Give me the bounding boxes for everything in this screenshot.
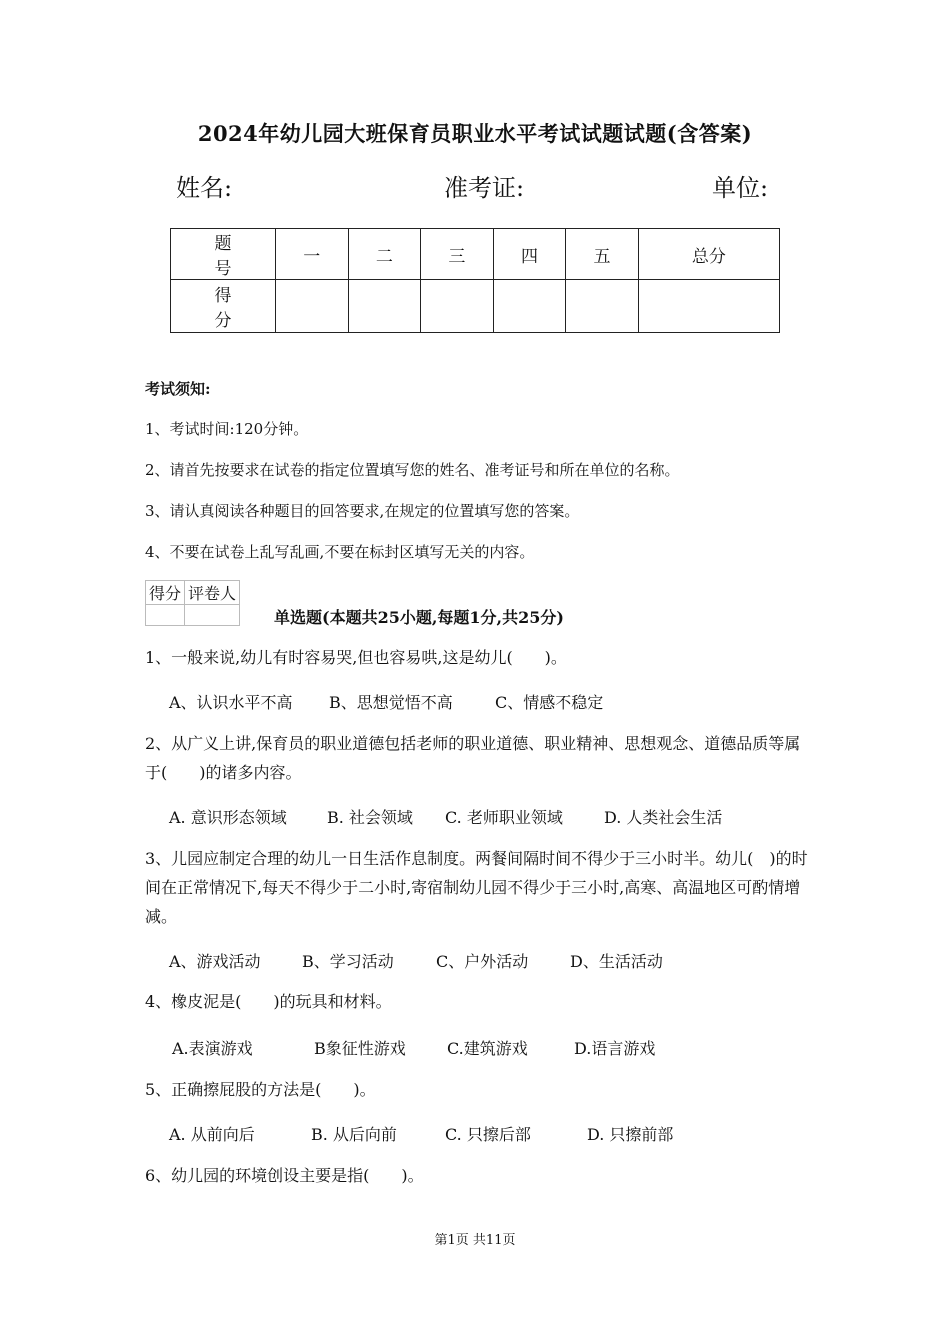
- notice-item: 2、请首先按要求在试卷的指定位置填写您的姓名、准考证号和所在单位的名称。: [145, 461, 680, 479]
- question-text: 4、橡皮泥是( )的玩具和材料。: [145, 992, 392, 1011]
- score-header-cell: 二: [348, 229, 421, 280]
- score-input-cell[interactable]: [276, 280, 349, 333]
- notice-item: 1、考试时间:120分钟。: [145, 420, 309, 438]
- question-text: 5、正确擦屁股的方法是( )。: [145, 1080, 376, 1099]
- score-header-cell: 三: [421, 229, 494, 280]
- question-text: 1、一般来说,幼儿有时容易哭,但也容易哄,这是幼儿( )。: [145, 648, 567, 667]
- score-input-cell[interactable]: [493, 280, 566, 333]
- grader-score-cell[interactable]: [146, 605, 185, 626]
- score-table: [170, 228, 780, 333]
- option[interactable]: C.建筑游戏: [447, 1039, 528, 1058]
- option[interactable]: A、游戏活动: [169, 952, 261, 971]
- score-row-label: 得 分: [171, 280, 276, 333]
- option[interactable]: A. 意识形态领域: [169, 808, 287, 827]
- notice-item: 4、不要在试卷上乱写乱画,不要在标封区填写无关的内容。: [145, 543, 535, 561]
- option[interactable]: D. 只擦前部: [587, 1125, 674, 1144]
- option[interactable]: B. 社会领域: [327, 808, 413, 827]
- score-input-cell[interactable]: [421, 280, 494, 333]
- option[interactable]: D、生活活动: [570, 952, 663, 971]
- option[interactable]: A. 从前向后: [169, 1125, 255, 1144]
- candidate-info-row: [176, 168, 780, 204]
- option[interactable]: B、学习活动: [302, 952, 394, 971]
- grader-name-label: 评卷人: [185, 581, 240, 605]
- notice-item: 3、请认真阅读各种题目的回答要求,在规定的位置填写您的答案。: [145, 502, 580, 520]
- option[interactable]: B象征性游戏: [314, 1039, 406, 1058]
- option[interactable]: A.表演游戏: [172, 1039, 253, 1058]
- notice-heading: 考试须知:: [145, 380, 211, 398]
- score-input-cell[interactable]: [348, 280, 421, 333]
- score-header-cell: 总分: [638, 229, 779, 280]
- score-header-cell: 五: [566, 229, 639, 280]
- score-input-cell[interactable]: [638, 280, 779, 333]
- unit-label: 单位:: [712, 174, 769, 202]
- page-footer: 第1页 共11页: [434, 1233, 516, 1248]
- question-text: 2、从广义上讲,保育员的职业道德包括老师的职业道德、职业精神、思想观念、道德品质等属于( )的诸多内容。: [145, 734, 801, 782]
- score-header-cell: 四: [493, 229, 566, 280]
- option[interactable]: C. 只擦后部: [445, 1125, 531, 1144]
- option[interactable]: D. 人类社会生活: [604, 808, 723, 827]
- score-header-cell: 一: [276, 229, 349, 280]
- page-title: 2024年幼儿园大班保育员职业水平考试试题试题(含答案): [197, 121, 753, 146]
- grader-score-label: 得分: [146, 581, 185, 605]
- question-text: 3、儿园应制定合理的幼儿一日生活作息制度。两餐间隔时间不得少于三小时半。幼儿( )的时间在正常情况下,每天不得少于二小时,寄宿制幼儿园不得少于三小时,高寒、高温地区可酌情增减。: [145, 849, 808, 926]
- option[interactable]: A、认识水平不高: [169, 693, 293, 712]
- grader-box: [145, 580, 240, 626]
- score-header-cell: 题 号: [171, 229, 276, 280]
- option[interactable]: C、情感不稳定: [495, 693, 604, 712]
- option[interactable]: D.语言游戏: [574, 1039, 656, 1058]
- exam-number-label: 准考证:: [444, 174, 525, 202]
- name-label: 姓名:: [176, 174, 233, 202]
- score-input-cell[interactable]: [566, 280, 639, 333]
- grader-name-cell[interactable]: [185, 605, 240, 626]
- option[interactable]: B. 从后向前: [311, 1125, 397, 1144]
- question-text: 6、幼儿园的环境创设主要是指( )。: [145, 1166, 424, 1185]
- option[interactable]: C. 老师职业领域: [445, 808, 563, 827]
- section-title: 单选题(本题共25小题,每题1分,共25分): [274, 608, 564, 627]
- option[interactable]: B、思想觉悟不高: [329, 693, 453, 712]
- option[interactable]: C、户外活动: [436, 952, 529, 971]
